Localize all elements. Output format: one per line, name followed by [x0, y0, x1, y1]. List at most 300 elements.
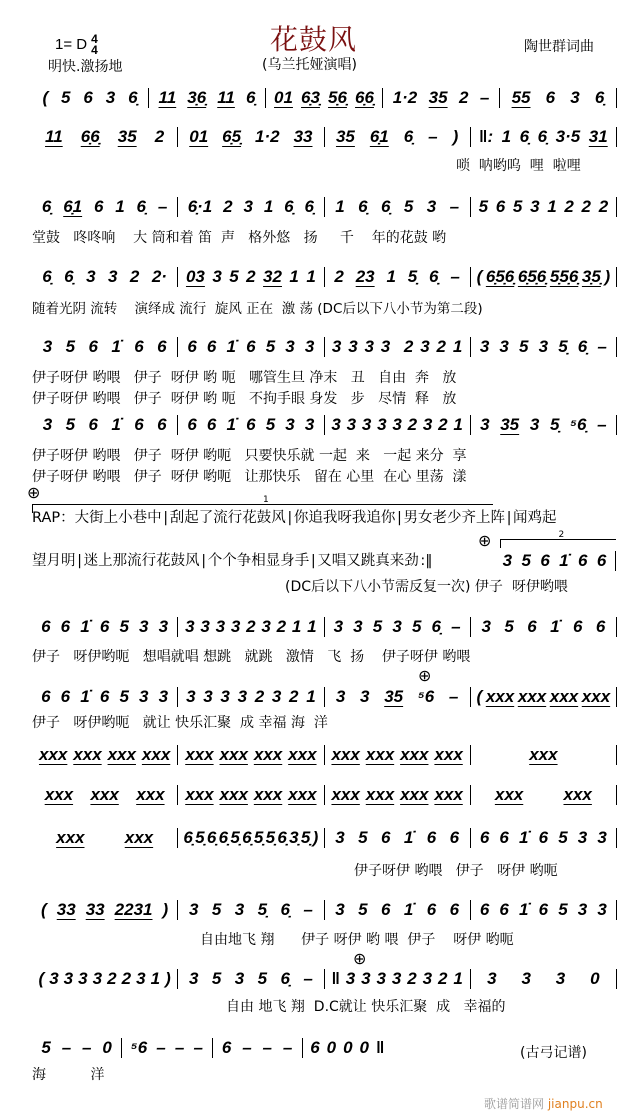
note: 5̣ [230, 828, 240, 847]
note: 6 [572, 617, 583, 636]
note: xxx [365, 745, 395, 764]
note: 6̣ [431, 617, 441, 636]
note: 3 [304, 415, 315, 434]
measure [32, 415, 177, 435]
lyric-line: 海 洋 [32, 1067, 105, 1083]
lyric-line: 唢 呐哟呜 哩 啦哩 [456, 158, 581, 174]
note: 5 [558, 828, 568, 847]
note: 3 [521, 969, 531, 988]
note: 1̇ [226, 337, 236, 356]
note: 5 [65, 415, 76, 434]
note: 1 [306, 267, 316, 286]
measure [178, 745, 323, 765]
barline [616, 785, 617, 805]
note: 5 [65, 337, 76, 356]
measure [178, 337, 323, 357]
note: 3 [377, 415, 387, 434]
note: 6̣1 [63, 197, 83, 216]
note: 5̣ [558, 337, 568, 356]
note: 1 [307, 617, 317, 636]
note: xxx [44, 785, 74, 804]
note: 6̣3̣ [301, 88, 320, 107]
note: – [450, 267, 460, 286]
note: ⁵6̣ [570, 415, 587, 434]
volta-number: 2 [558, 530, 565, 540]
note: 5 [61, 88, 71, 107]
transcriber-credit: (古弓记谱) [520, 1045, 587, 1061]
note: 11 [217, 88, 235, 107]
measure [471, 617, 616, 637]
note: 6̣ [183, 828, 193, 847]
note: 2 [403, 337, 414, 356]
note: xxx [219, 745, 248, 764]
note: 3 [105, 88, 116, 107]
lyric-line: 伊子呀伊 哟喂 伊子 呀伊 哟呃 [354, 863, 558, 879]
note: 3·5 [555, 127, 581, 146]
note: 3 [243, 197, 253, 216]
note: 3 [158, 617, 169, 636]
measure [32, 900, 177, 920]
note: 0 [326, 1038, 337, 1057]
note: 01 [274, 88, 293, 107]
note: 3 [215, 617, 226, 636]
note: 1 [115, 197, 125, 216]
coda-sign: ⊕ [27, 483, 41, 502]
note: 6̣ [41, 197, 52, 216]
note: 6 [221, 1038, 232, 1057]
note: 3 [139, 617, 149, 636]
note: 6̣ [519, 127, 530, 146]
measure [471, 415, 616, 435]
note: 2 [436, 337, 446, 356]
note: 6̣ [280, 900, 290, 919]
system [32, 899, 617, 921]
performer: (乌兰托娅演唱) [262, 57, 357, 73]
note: – [451, 617, 461, 636]
note: 5 [41, 1038, 51, 1057]
note: 5 [521, 551, 531, 570]
note: – [597, 337, 607, 356]
note: 6̣ [403, 127, 414, 146]
measure [325, 127, 470, 147]
note: 1̇ [226, 415, 236, 434]
note: 6 [595, 617, 606, 636]
note: 6 [187, 415, 197, 434]
system [32, 784, 617, 806]
note: xxx [253, 745, 283, 764]
note: – [82, 1038, 92, 1057]
note: 31 [588, 127, 608, 146]
note: 3̣5̣ [581, 267, 601, 286]
note: 11 [45, 127, 63, 146]
note: 3 [530, 197, 540, 216]
note: 5̣5̣6̣ [549, 267, 579, 286]
note: 6 [495, 197, 506, 216]
note: 2 [154, 127, 165, 146]
note: 3 [360, 687, 370, 706]
note: 1̇ [519, 828, 529, 847]
note: – [448, 687, 459, 706]
note: 3̣ [289, 828, 299, 847]
note: 3 [346, 415, 357, 434]
note: 3 [331, 415, 341, 434]
note: 6̣ [42, 267, 52, 286]
note: 5̣ [253, 828, 264, 847]
note: 5 [372, 617, 383, 636]
measure [32, 969, 177, 989]
measure [494, 551, 615, 571]
note: 5̣6̣ [328, 88, 347, 107]
measure [471, 687, 616, 707]
note: 6̣ [206, 828, 217, 847]
note: 1·2 [255, 127, 280, 146]
time-bottom: 4 [91, 43, 98, 57]
note: 3 [234, 969, 245, 988]
note: 2 [254, 687, 265, 706]
lyric-line: 自由 地飞 翔 D.C就让 快乐汇聚 成 幸福的 [226, 999, 506, 1015]
note: 6 [206, 415, 217, 434]
note: 1̇ [559, 551, 569, 570]
note: 5 [229, 267, 239, 286]
note: – [449, 197, 460, 216]
note: 6̣5̣ [222, 127, 242, 146]
note: 2 [107, 969, 117, 988]
note: 3 [42, 337, 53, 356]
note: 6̣ [64, 267, 74, 286]
note: 3 [353, 617, 363, 636]
system [494, 550, 616, 572]
note: 2 [246, 267, 256, 286]
note: 6 [449, 828, 460, 847]
barline [616, 267, 617, 287]
note: 5 [512, 197, 523, 216]
note: – [303, 969, 313, 988]
note: 0 [590, 969, 600, 988]
system [32, 196, 617, 218]
note: 2 [121, 969, 132, 988]
note: 6̣·1 [187, 197, 213, 216]
note: 3 [237, 687, 248, 706]
measure [325, 785, 470, 805]
barline [616, 969, 617, 989]
note: xxx [288, 785, 317, 804]
system [32, 266, 617, 288]
note: 3 [212, 267, 222, 286]
note: 35 [335, 127, 355, 146]
measure [303, 1038, 392, 1058]
note: 3 [86, 267, 96, 286]
note: 6 [99, 687, 110, 706]
note: 6 [60, 617, 71, 636]
note: ‖ [375, 1038, 385, 1057]
note: – [282, 1038, 293, 1057]
note: 3 [376, 969, 386, 988]
note: xxx [90, 785, 119, 804]
note: xxx [434, 745, 463, 764]
note: 0 [359, 1038, 370, 1057]
measure [325, 828, 470, 848]
barline [616, 687, 617, 707]
note: 3 [335, 900, 345, 919]
note: 6 [41, 687, 51, 706]
note: 2 [289, 687, 299, 706]
note: 3 [261, 617, 271, 636]
note: 6 [206, 337, 217, 356]
note: 3 [480, 415, 490, 434]
note: – [156, 1038, 166, 1057]
note: 5 [358, 900, 368, 919]
note: 6 [499, 828, 509, 847]
note: xxx [400, 745, 429, 764]
note: 2 [276, 617, 287, 636]
note: ( [42, 88, 49, 107]
note: 3 [92, 969, 103, 988]
note: 6 [538, 900, 549, 919]
measure [32, 1038, 121, 1058]
barline [616, 337, 617, 357]
measure [122, 1038, 211, 1058]
note: 2 [437, 969, 448, 988]
note: 5 [519, 337, 529, 356]
note: 1 [291, 617, 302, 636]
system [32, 336, 617, 358]
lyric-line: 伊子呀伊 哟喂 伊子 呀伊 哟 呃 不拘手眼 身发 步 尽情 释 放 [32, 391, 457, 407]
note: 3 [186, 687, 196, 706]
note: ( [38, 969, 45, 988]
note: 5 [358, 828, 368, 847]
note: xxx [288, 745, 317, 764]
note: 3 [420, 337, 430, 356]
note: xxx [219, 785, 248, 804]
note: ( [476, 267, 483, 286]
note: 3 [139, 687, 149, 706]
note: 5 [265, 337, 276, 356]
measure [471, 197, 616, 217]
note: 3 [577, 900, 588, 919]
note: 1̇ [403, 900, 414, 919]
note: 3 [107, 267, 118, 286]
note: 5̣ [195, 828, 205, 847]
note: 55 [511, 88, 531, 107]
measure [325, 415, 470, 435]
note: 1̇ [80, 687, 90, 706]
note: 2 [407, 415, 418, 434]
composer: 陶世群词曲 [524, 39, 594, 55]
note: 1 [386, 267, 396, 286]
note: ‖: [479, 127, 494, 146]
measure [325, 745, 470, 765]
note: 1 [306, 687, 316, 706]
note: 3 [570, 88, 580, 107]
measure [325, 900, 470, 920]
note: 1 [547, 197, 557, 216]
note: 3 [487, 969, 497, 988]
note: xxx [434, 785, 463, 804]
note: 6̣ [218, 828, 229, 847]
note: 2 [407, 969, 417, 988]
note: 6 [157, 337, 167, 356]
measure [178, 415, 323, 435]
note: ) [604, 267, 611, 286]
note: 1 [289, 267, 299, 286]
note: 5 [411, 617, 422, 636]
measure [325, 337, 470, 357]
note: 2 [129, 267, 140, 286]
note: – [479, 88, 490, 107]
note: ( [41, 900, 47, 919]
note: 6 [577, 551, 588, 570]
note: xxx [563, 785, 592, 804]
note: 6̣6̣ [80, 127, 100, 146]
dc-note: (DC后以下八小节需反复一次) 伊子 呀伊哟喂 [285, 579, 568, 595]
note: 2 [246, 617, 256, 636]
note: 3 [285, 337, 295, 356]
note: 6 [99, 617, 110, 636]
note: 5̣ [265, 828, 276, 847]
watermark [484, 1095, 603, 1112]
measure [32, 267, 177, 287]
note: 3 [577, 828, 588, 847]
note: xxx [56, 828, 85, 847]
note: 6̣ [284, 197, 294, 216]
measure [32, 88, 148, 108]
note: 5 [504, 617, 514, 636]
note: 6̣ [380, 197, 391, 216]
tempo-marking: 明快.激扬地 [48, 59, 123, 75]
rap-line: RAP：大街上小巷中 | 刮起了流行花鼓风 | 你追我呀我追你 | 男女老少齐上阵 | 闻鸡起 [32, 510, 557, 526]
rap-line: 望月明 | 迷上那流行花鼓风 | 个个争相显身手 | 又唱又跳真来劲 :‖ [32, 553, 433, 569]
note: 6̣ [594, 88, 605, 107]
measure [266, 88, 382, 108]
measure [178, 197, 323, 217]
measure [32, 828, 177, 848]
lyric-line: 伊子 呀伊哟呃 想唱就唱 想跳 就跳 激情 飞 扬 伊子呀伊 哟喂 [32, 649, 471, 665]
measure [178, 617, 323, 637]
note: 3 [364, 337, 374, 356]
note: xxx [185, 745, 214, 764]
measure [471, 127, 616, 147]
note: 6̣5̣6̣ [517, 267, 547, 286]
note: 0 [102, 1038, 112, 1057]
note: 1̇ [111, 415, 121, 434]
note: xxx [365, 785, 395, 804]
note: 1̇ [80, 617, 90, 636]
measure [383, 88, 499, 108]
time-top: 4 [91, 32, 98, 46]
note: 6 [499, 900, 509, 919]
note: 1̇ [111, 337, 121, 356]
note: xxx [581, 687, 611, 706]
note: 3 [200, 617, 210, 636]
measure [32, 337, 177, 357]
note: 5 [403, 197, 414, 216]
note: 3 [422, 969, 433, 988]
note: 6 [426, 900, 437, 919]
measure [178, 828, 323, 848]
barline [616, 745, 617, 765]
note: xxx [107, 745, 136, 764]
note: 6 [380, 828, 391, 847]
note: 6̣ [577, 337, 588, 356]
note: 33 [56, 900, 76, 919]
note: 2 [223, 197, 233, 216]
note: ‖ [331, 969, 340, 988]
coda-sign: ⊕ [418, 666, 432, 685]
watermark-text: 歌谱简谱网 [484, 1097, 545, 1111]
note: 6 [246, 415, 256, 434]
note: 5 [119, 687, 129, 706]
measure [32, 745, 177, 765]
note: – [428, 127, 438, 146]
watermark-url: jianpu.cn [547, 1097, 603, 1111]
note: 3 [158, 687, 169, 706]
note: 6̣ [242, 828, 252, 847]
note: xxx [331, 785, 360, 804]
note: 3 [426, 197, 437, 216]
measure [471, 267, 616, 287]
note: 3 [331, 337, 342, 356]
note: 1 [453, 415, 463, 434]
lyric-line: 伊子呀伊 哟喂 伊子 呀伊 哟 呃 哪管生旦 净末 丑 自由 奔 放 [32, 370, 457, 386]
measure [471, 745, 616, 765]
note: 3 [220, 687, 230, 706]
note: 1̇ [550, 617, 560, 636]
note: 5̣ [257, 900, 268, 919]
note: 6̣ [277, 828, 287, 847]
measure [32, 127, 177, 147]
note: ) [162, 900, 169, 919]
note: 5̣ [549, 415, 560, 434]
note: 6 [246, 337, 256, 356]
note: – [303, 900, 313, 919]
note: 35 [384, 687, 404, 706]
measure [471, 828, 616, 848]
note: 3 [597, 828, 607, 847]
note: 3 [529, 415, 540, 434]
note: 3 [185, 617, 195, 636]
note: 2 [458, 88, 469, 107]
note: 1 [150, 969, 161, 988]
note: 6̣ [429, 267, 439, 286]
system [32, 126, 617, 148]
note: 6 [88, 337, 98, 356]
note: – [157, 197, 168, 216]
note: 5̣ [407, 267, 418, 286]
measure [471, 337, 616, 357]
note: 3 [391, 969, 402, 988]
note: 3 [188, 900, 199, 919]
measure [178, 687, 323, 707]
note: 6 [380, 900, 391, 919]
note: ) [165, 969, 171, 988]
note: 3 [136, 969, 146, 988]
measure [178, 785, 323, 805]
note: 6 [449, 900, 460, 919]
note: xxx [331, 745, 360, 764]
note: 3 [502, 551, 513, 570]
note: 32 [263, 267, 282, 286]
measure [471, 900, 616, 920]
note: 5 [119, 617, 129, 636]
volta-2 [500, 530, 616, 548]
note: – [174, 1038, 185, 1057]
note: xxx [73, 745, 102, 764]
note: 33 [293, 127, 313, 146]
note: 3 [333, 617, 344, 636]
note: – [597, 415, 607, 434]
note: 5 [211, 900, 222, 919]
note: 6 [93, 197, 104, 216]
